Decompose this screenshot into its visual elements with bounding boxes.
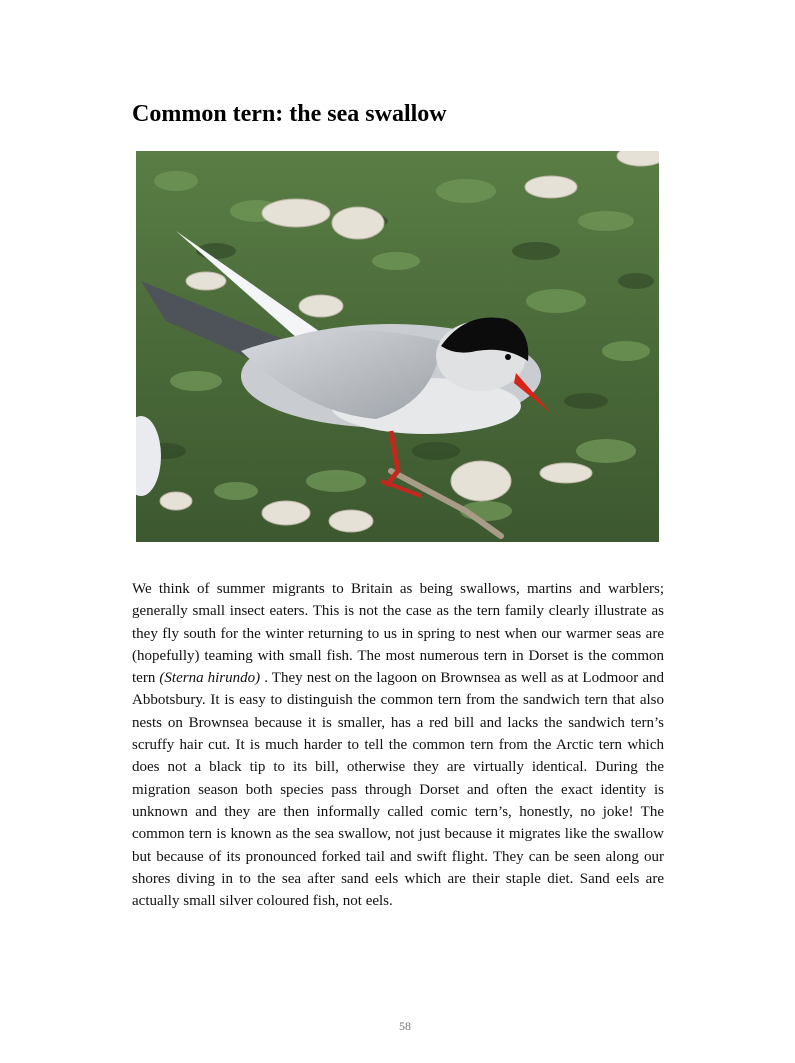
common-tern-illustration [136,151,659,542]
page-number: 58 [399,1019,411,1033]
body-paragraph [132,578,664,912]
paragraph-text-part1: We think of summer migrants to Britain as being swallows, martins and warblers; generally small insect eaters. This is not the case as the tern family clearly illustrate as they fly south for the winter returning to us in spring to nest when our warmer seas are (hopefully) teaming with small fish. The most numerous tern in Dorset is the common tern [132,581,664,687]
paragraph-text-part2: . They nest on the lagoon on Brownsea as well as at Lodmoor and Abbotsbury. It is easy to distinguish the common tern from the sandwich tern that also nests on Brownsea because it is smaller, has a red bill and lacks the sandwich tern’s scruffy hair cut. It is much harder to tell the common tern from the Arctic tern which does not a black tip to its bill, otherwise they are virtually identical. During the migration season both species pass through Dorset and often the exact identity is unknown and they are then informally called comic tern’s, honestly, no joke! The common tern is known as the sea swallow, not just because it migrates like the swallow but because of its pronounced forked tail and swift flight. They can be seen along our shores diving in to the sea after sand eels which are their staple diet. Sand eels are actually small silver coloured fish, not eels. [132,670,664,910]
page-title: Common tern: the sea swallow [132,101,447,127]
latin-name: (Sterna hirundo) [159,670,261,687]
tern-photo [136,151,659,542]
